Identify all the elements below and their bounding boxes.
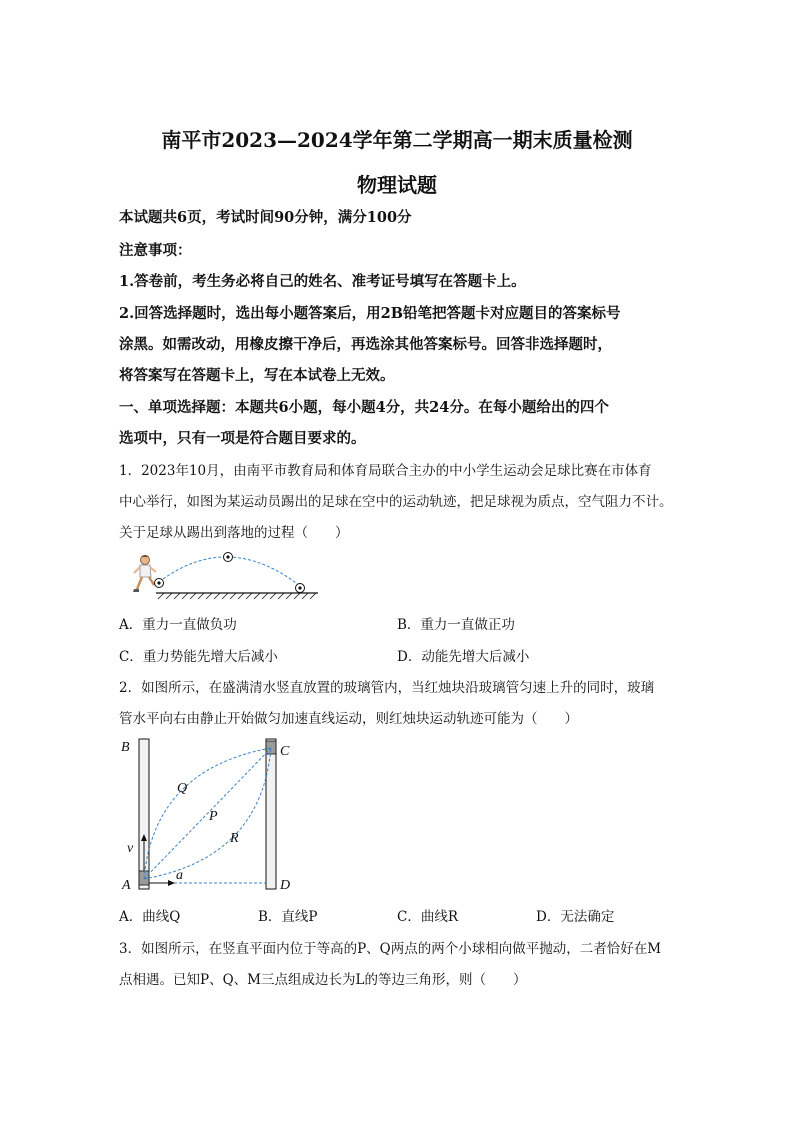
q2-stem-line-2: 管水平向右由静止开始做匀加速直线运动，则红烛块运动轨迹可能为（ ） xyxy=(119,711,578,727)
label-a-accel: a xyxy=(176,868,183,883)
q1-stem-line-3: 关于足球从踢出到落地的过程（ ） xyxy=(119,525,349,541)
ground-hatching xyxy=(158,593,316,599)
notice-2-line-3: 将答案写在答题卡上，写在本试卷上无效。 xyxy=(119,367,395,384)
q1-option-d: D．动能先增大后减小 xyxy=(397,649,530,665)
player-figure xyxy=(133,555,156,592)
notice-2-line-1: 2.回答选择题时，选出每小题答案后，用2B铅笔把答题卡对应题目的答案标号 xyxy=(119,305,621,322)
q1-option-a: A．重力一直做负功 xyxy=(119,617,237,633)
label-d: D xyxy=(280,878,291,893)
ball-start-icon xyxy=(155,579,164,588)
ball-landing-icon xyxy=(296,584,305,593)
label-b: B xyxy=(121,740,130,755)
q2-option-c: C．曲线R xyxy=(397,909,458,925)
q1-football-trajectory-figure xyxy=(128,548,324,604)
ball-top-icon xyxy=(224,553,233,562)
q1-stem-line-2: 中心举行，如图为某运动员踢出的足球在空中的运动轨迹，把足球视为质点，空气阻力不计。 xyxy=(119,494,673,510)
acceleration-arrowhead xyxy=(168,880,175,886)
label-q: Q xyxy=(177,781,188,796)
exam-subtitle: 物理试题 xyxy=(357,173,437,197)
q2-option-b: B．直线P xyxy=(258,909,318,925)
q2-option-a: A．曲线Q xyxy=(119,909,181,925)
label-a-point: A xyxy=(122,878,131,893)
q3-stem-line-1: 3．如图所示，在竖直平面内位于等高的P、Q两点的两个小球相向做平抛动，二者恰好在M xyxy=(119,941,662,957)
notice-heading: 注意事项： xyxy=(119,242,192,259)
section-heading-line-1: 一、单项选择题：本题共6小题，每小题4分，共24分。在每小题给出的四个 xyxy=(119,399,609,416)
q2-stem-line-1: 2．如图所示，在盛满清水竖直放置的玻璃管内，当红烛块沿玻璃管匀速上升的同时，玻璃 xyxy=(119,680,655,696)
q1-option-b: B．重力一直做正功 xyxy=(397,617,515,633)
label-c: C xyxy=(280,744,290,759)
notice-2-line-2: 涂黑。如需改动，用橡皮擦干净后，再选涂其他答案标号。回答非选择题时， xyxy=(119,336,612,353)
line-p xyxy=(144,748,271,879)
label-p: P xyxy=(209,809,218,824)
q1-option-c: C．重力势能先增大后减小 xyxy=(119,649,278,665)
label-r: R xyxy=(230,831,239,846)
notice-1: 1.答卷前，考生务必将自己的姓名、准考证号填写在答题卡上。 xyxy=(119,273,526,290)
tube-right xyxy=(266,739,276,889)
q2-option-d: D．无法确定 xyxy=(536,909,615,925)
label-v: v xyxy=(127,841,134,856)
section-heading-line-2: 选项中，只有一项是符合题目要求的。 xyxy=(119,430,366,447)
exam-title: 南平市2023—2024学年第二学期高一期末质量检测 xyxy=(161,128,633,152)
q3-stem-line-2: 点相遇。已知P、Q、M三点组成边长为L的等边三角形，则（ ） xyxy=(119,972,527,988)
q1-stem-line-1: 1．2023年10月，由南平市教育局和体育局联合主办的中小学生运动会足球比赛在市体育 xyxy=(119,463,652,479)
q2-glass-tube-figure xyxy=(118,735,308,895)
exam-info: 本试题共6页，考试时间90分钟，满分100分 xyxy=(119,209,412,226)
